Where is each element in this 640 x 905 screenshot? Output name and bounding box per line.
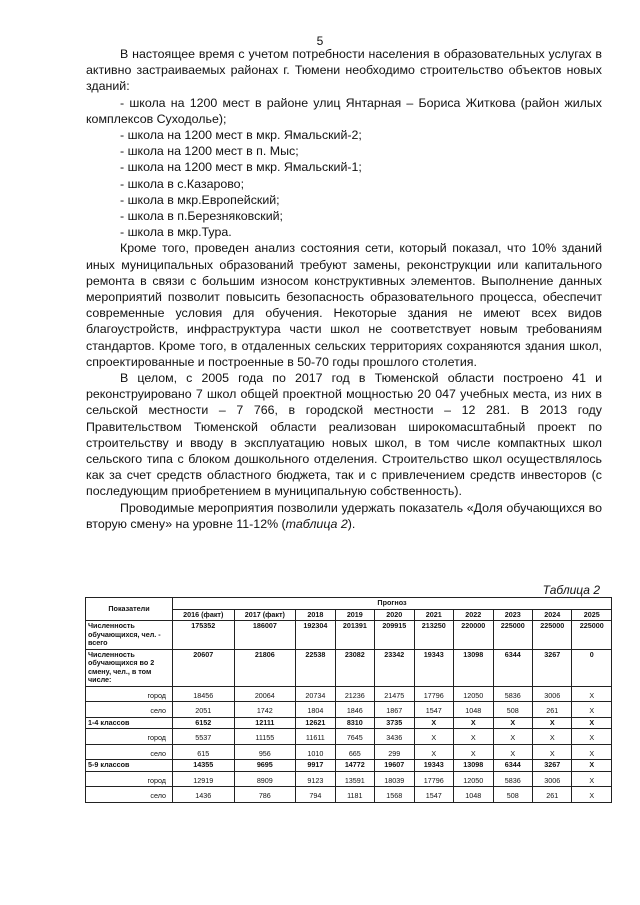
- table-cell: 5836: [493, 686, 532, 702]
- row-label: город: [86, 686, 173, 702]
- table-row: [86, 702, 612, 718]
- table-cell: X: [493, 744, 532, 760]
- page-number: 5: [316, 34, 324, 48]
- table-cell: 23342: [375, 649, 414, 686]
- paragraph-intro: В настоящее время с учетом потребности населения в образовательных услугах в активно застраиваемых районах г. Тюмени необходимо строительство объектов новых зданий:: [86, 47, 602, 94]
- table-cell: 3267: [533, 760, 572, 772]
- table-cell: 6344: [493, 649, 532, 686]
- table-cell: 14772: [335, 760, 374, 772]
- table-cell: 299: [375, 744, 414, 760]
- table-cell: 794: [296, 787, 335, 803]
- paragraph-network-analysis: Кроме того, проведен анализ состояния сети, который показал, что 10% зданий иных муниципальных образований требуют замены, реконструкции или капитального ремонта в связи с большим износом конструктивных элементов. Выполнение данных мероприятий позволит повысить безопасность образовательного процесса, обеспечит современные условия для обучения. Некоторые здания не имеют всех видов благоустройств, инфраструктура части школ не соответствует новым требованиям стандартов. Кроме того, в отдаленных сельских территориях сохраняются здания школ, спроектированные и построенные в 50-70 годы прошлого столетия.: [86, 241, 602, 369]
- table-cell: 13591: [335, 771, 374, 787]
- table-cell: 12050: [454, 686, 493, 702]
- year-header: 2023: [493, 609, 532, 621]
- table-row: [86, 760, 612, 772]
- table-cell: 17796: [414, 771, 453, 787]
- paragraph-second-shift: [86, 500, 602, 532]
- table-row: [86, 771, 612, 787]
- table-cell: X: [454, 729, 493, 745]
- table-cell: 225000: [572, 621, 612, 650]
- paragraph-text: Проводимые мероприятия позволили удержать показатель «Доля обучающихся во вторую смену» на уровне 11-12% (: [86, 500, 602, 531]
- row-label: село: [86, 702, 173, 718]
- table-cell: 13098: [454, 649, 493, 686]
- year-header: 2020: [375, 609, 414, 621]
- table-cell: 1048: [454, 787, 493, 803]
- table-cell: 5537: [173, 729, 235, 745]
- table-cell: 23082: [335, 649, 374, 686]
- table-cell: 5836: [493, 771, 532, 787]
- table-cell: 18456: [173, 686, 235, 702]
- table-cell: X: [572, 686, 612, 702]
- table-cell: X: [533, 744, 572, 760]
- table-cell: 956: [234, 744, 296, 760]
- table-cell: X: [493, 717, 532, 729]
- table-cell: X: [572, 729, 612, 745]
- table-cell: 0: [572, 649, 612, 686]
- table-cell: 1010: [296, 744, 335, 760]
- table-cell: 22538: [296, 649, 335, 686]
- table-row: [86, 649, 612, 686]
- year-header: 2021: [414, 609, 453, 621]
- table-cell: 3006: [533, 771, 572, 787]
- table-cell: X: [414, 717, 453, 729]
- table-cell: X: [533, 729, 572, 745]
- table-cell: 225000: [493, 621, 532, 650]
- table-cell: 615: [173, 744, 235, 760]
- row-label: село: [86, 744, 173, 760]
- table-cell: 13098: [454, 760, 493, 772]
- table-cell: 21806: [234, 649, 296, 686]
- table-cell: 19343: [414, 760, 453, 772]
- table-row: [86, 621, 612, 650]
- year-header: 2022: [454, 609, 493, 621]
- table-cell: 6152: [173, 717, 235, 729]
- table-cell: 7645: [335, 729, 374, 745]
- table-cell: 665: [335, 744, 374, 760]
- paragraph-construction: В целом, с 2005 года по 2017 год в Тюменской области построено 41 и реконструировано 7 школ общей проектной мощностью 20 047 учебных места, из них в сельской местности – 7 766, в городской местности – 12 281. В 2013 году Правительством Тюменской области реализован широкомасштабный проект по строительству и вводу в эксплуатацию новых школ, в том числе компактных школ сельского типа с блоком дошкольного отделения. Строительство школ осуществлялось как за счет средств областного бюджета, так и с привлечением средств инвесторов (с последующим приобретением в муниципальную собственность).: [86, 371, 602, 499]
- table-body: [86, 621, 612, 803]
- table-cell: 1568: [375, 787, 414, 803]
- table-cell: 20734: [296, 686, 335, 702]
- table-cell: 12919: [173, 771, 235, 787]
- table-cell: 9695: [234, 760, 296, 772]
- table-cell: 175352: [173, 621, 235, 650]
- year-header: 2016 (факт): [173, 609, 235, 621]
- table-row: [86, 686, 612, 702]
- table-cell: X: [414, 744, 453, 760]
- table-cell: 508: [493, 787, 532, 803]
- table-cell: 186007: [234, 621, 296, 650]
- table-cell: 261: [533, 702, 572, 718]
- table-row: [86, 787, 612, 803]
- table-cell: 14355: [173, 760, 235, 772]
- table-cell: 21236: [335, 686, 374, 702]
- paragraph-text-end: ).: [347, 516, 356, 531]
- table-cell: 8310: [335, 717, 374, 729]
- table-cell: 1181: [335, 787, 374, 803]
- table-cell: 19343: [414, 649, 453, 686]
- table-cell: X: [572, 760, 612, 772]
- year-header: 2019: [335, 609, 374, 621]
- table-cell: 6344: [493, 760, 532, 772]
- table-cell: 20607: [173, 649, 235, 686]
- table-cell: X: [414, 729, 453, 745]
- table-cell: 225000: [533, 621, 572, 650]
- indicators-table: [85, 597, 612, 803]
- list-item: - школа на 1200 мест в районе улиц Янтарная – Бориса Житкова (район жилых комплексов Суходолье);: [86, 95, 602, 126]
- list-item: - школа на 1200 мест в п. Мыс;: [120, 144, 299, 159]
- table-cell: 18039: [375, 771, 414, 787]
- table-cell: 2051: [173, 702, 235, 718]
- row-label: город: [86, 729, 173, 745]
- list-item: - школа на 1200 мест в мкр. Ямальский-1;: [120, 160, 362, 175]
- table-cell: X: [454, 717, 493, 729]
- table-cell: X: [572, 787, 612, 803]
- table-cell: 12111: [234, 717, 296, 729]
- year-header: 2025: [572, 609, 612, 621]
- table-cell: 3735: [375, 717, 414, 729]
- table-row: [86, 717, 612, 729]
- table-row: [86, 729, 612, 745]
- table-cell: 1048: [454, 702, 493, 718]
- table-cell: 508: [493, 702, 532, 718]
- list-item: - школа в с.Казарово;: [120, 176, 245, 191]
- table-cell: 1436: [173, 787, 235, 803]
- row-label: 5-9 классов: [86, 760, 173, 772]
- school-list: [86, 95, 602, 241]
- table-cell: 1867: [375, 702, 414, 718]
- table-cell: 261: [533, 787, 572, 803]
- table-cell: X: [493, 729, 532, 745]
- table-cell: X: [572, 744, 612, 760]
- table-cell: 201391: [335, 621, 374, 650]
- table-cell: X: [533, 717, 572, 729]
- table-cell: 9123: [296, 771, 335, 787]
- table-cell: 220000: [454, 621, 493, 650]
- table-cell: 9917: [296, 760, 335, 772]
- table-cell: 1846: [335, 702, 374, 718]
- table-cell: 1804: [296, 702, 335, 718]
- table-cell: 209915: [375, 621, 414, 650]
- table-cell: 20064: [234, 686, 296, 702]
- table-cell: X: [572, 702, 612, 718]
- table-cell: 17796: [414, 686, 453, 702]
- table-cell: 19607: [375, 760, 414, 772]
- table-cell: 21475: [375, 686, 414, 702]
- list-item: - школа в п.Березняковский;: [120, 209, 283, 224]
- year-header: 2017 (факт): [234, 609, 296, 621]
- table-caption: Таблица 2: [542, 583, 600, 597]
- list-item: - школа на 1200 мест в мкр. Ямальский-2;: [120, 128, 362, 143]
- year-header: 2018: [296, 609, 335, 621]
- table-cell: 3006: [533, 686, 572, 702]
- header-forecast: Прогноз: [173, 598, 612, 610]
- list-item: - школа в мкр.Европейский;: [120, 192, 280, 207]
- row-label: Численность обучающихся, чел. - всего: [86, 621, 173, 650]
- row-label: 1-4 классов: [86, 717, 173, 729]
- table-cell: 3436: [375, 729, 414, 745]
- table-cell: 3267: [533, 649, 572, 686]
- table-cell: 1547: [414, 787, 453, 803]
- table-cell: 12621: [296, 717, 335, 729]
- table-cell: 192304: [296, 621, 335, 650]
- table-cell: 213250: [414, 621, 453, 650]
- header-indicator: Показатели: [86, 598, 173, 621]
- table-cell: 11611: [296, 729, 335, 745]
- table-cell: 8909: [234, 771, 296, 787]
- table-row: [86, 744, 612, 760]
- table-cell: 786: [234, 787, 296, 803]
- list-item: - школа в мкр.Тура.: [120, 225, 232, 240]
- body-text: [86, 46, 602, 532]
- row-label: Численность обучающихся во 2 смену, чел., в том числе:: [86, 649, 173, 686]
- table-cell: 12050: [454, 771, 493, 787]
- table-cell: 1742: [234, 702, 296, 718]
- row-label: город: [86, 771, 173, 787]
- table-cell: X: [572, 717, 612, 729]
- table-cell: 11155: [234, 729, 296, 745]
- table-reference: таблица 2: [285, 516, 348, 531]
- table-cell: X: [572, 771, 612, 787]
- year-header: 2024: [533, 609, 572, 621]
- table-cell: X: [454, 744, 493, 760]
- table-cell: 1547: [414, 702, 453, 718]
- row-label: село: [86, 787, 173, 803]
